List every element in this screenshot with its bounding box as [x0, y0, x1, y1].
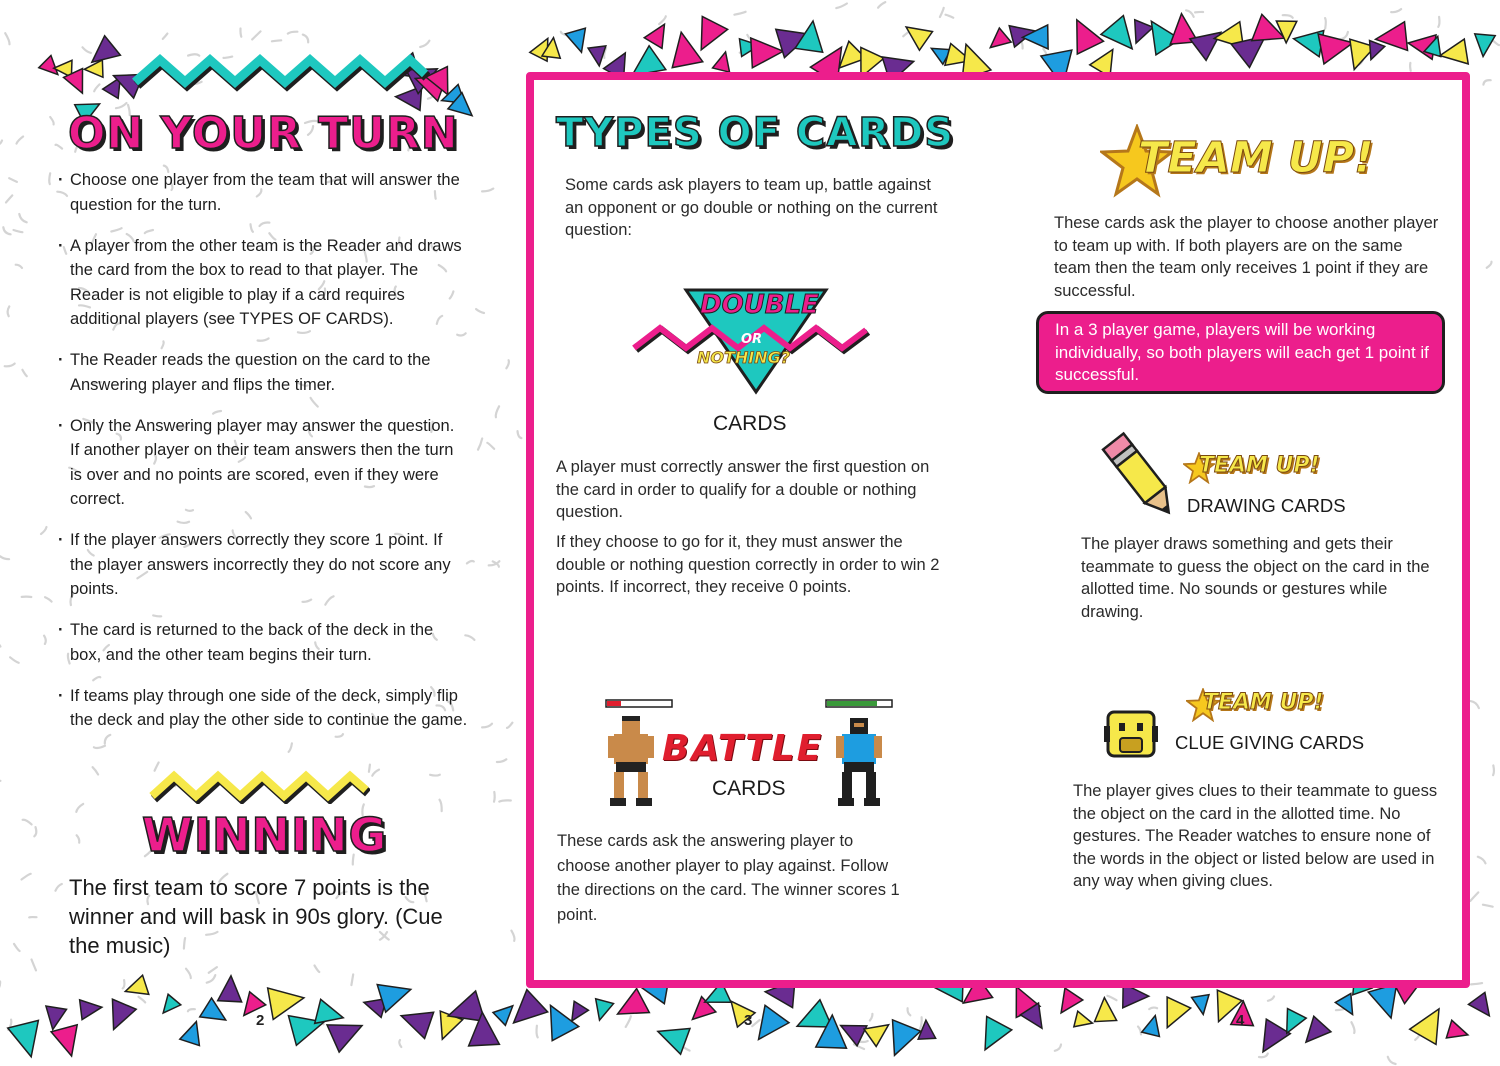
battle-logo-text: BATTLE [662, 728, 824, 769]
page-number-3: 3 [744, 1012, 753, 1029]
clue-team-up-logo: TEAM UP! [1203, 690, 1324, 715]
or-logo-text: OR [741, 332, 763, 347]
fighter-right-icon [836, 718, 882, 806]
winning-title: WINNING [142, 808, 388, 862]
team-up-text: These cards ask the player to choose another player to team up with. If both players are on the same team then the team only receives 1 point if they are successful. [1054, 214, 1439, 300]
rule-item: · The Reader reads the question on the card to the Answering player and flips the timer. [58, 348, 468, 397]
winning-text: The first team to score 7 points is the winner and will bask in 90s glory. (Cue the music) [69, 875, 443, 958]
team-up-logo-text: TEAM UP! [1138, 133, 1374, 183]
rule-item: · If teams play through one side of the deck, simply flip the deck and play the other side to continue the game. [58, 684, 468, 733]
three-player-callout: In a 3 player game, players will be working individually, so both players will each get 1 point if successful. [1036, 311, 1445, 394]
types-of-cards-title: TYPES OF CARDS [556, 110, 955, 156]
types-intro-text: Some cards ask players to team up, battle against an opponent or go double or nothing on the current question: [565, 176, 938, 239]
double-text-1: A player must correctly answer the first question on the card in order to qualify for a double or nothing question. [556, 458, 930, 521]
pencil-icon [1100, 430, 1182, 524]
drawing-team-up-logo: TEAM UP! [1199, 453, 1320, 478]
rule-item: · Choose one player from the team that will answer the question for the turn. [58, 168, 468, 217]
double-logo-text: DOUBLE [700, 290, 819, 320]
fighter-left-icon [608, 716, 654, 806]
page-number-4: 4 [1236, 1012, 1245, 1029]
double-text-2: If they choose to go for it, they must answer the double or nothing question correctly in order to win 2 points. If incorrect, they receive 0 points. [556, 533, 940, 596]
on-your-turn-title: ON YOUR TURN [68, 108, 459, 159]
battle-text: These cards ask the answering player to choose another player to play against. Follow the directions on the card. The winner scores 1 point. [557, 832, 900, 924]
hush-face-icon [1102, 708, 1160, 760]
page-number-2: 2 [256, 1012, 265, 1029]
drawing-text: The player draws something and gets their teammate to guess the object on the card in the allotted time. No sounds or gestures while drawing. [1081, 535, 1430, 621]
double-cards-label: CARDS [713, 412, 787, 435]
drawing-cards-label: DRAWING CARDS [1187, 495, 1346, 516]
rule-item: · The card is returned to the back of the deck in the box, and the other team begins their turn. [58, 618, 468, 667]
clue-giving-cards-label: CLUE GIVING CARDS [1175, 732, 1365, 753]
clue-giving-text: The player gives clues to their teammate to guess the object on the card in the allotted time. No gestures. The Reader watches to ensure none of the words in the object or listed below are used in any way when giving clues. [1073, 782, 1438, 890]
nothing-logo-text: NOTHING? [697, 348, 791, 367]
turn-rules-list [58, 168, 468, 749]
teal-zigzag-decoration [130, 52, 430, 92]
battle-cards-label: CARDS [712, 777, 786, 800]
rule-item: · If the player answers correctly they score 1 point. If the player answers incorrectly they do not score any points. [58, 528, 468, 602]
rule-item: · A player from the other team is the Reader and draws the card from the box to read to that player. The Reader is not eligible to play if a card requires additional players (see TYPES OF CARDS). [58, 234, 468, 332]
yellow-zigzag-decoration [148, 770, 370, 804]
rule-item: · Only the Answering player may answer the question. If another player on their team answers then the turn is over and no points are scored, even if they were correct. [58, 414, 468, 512]
